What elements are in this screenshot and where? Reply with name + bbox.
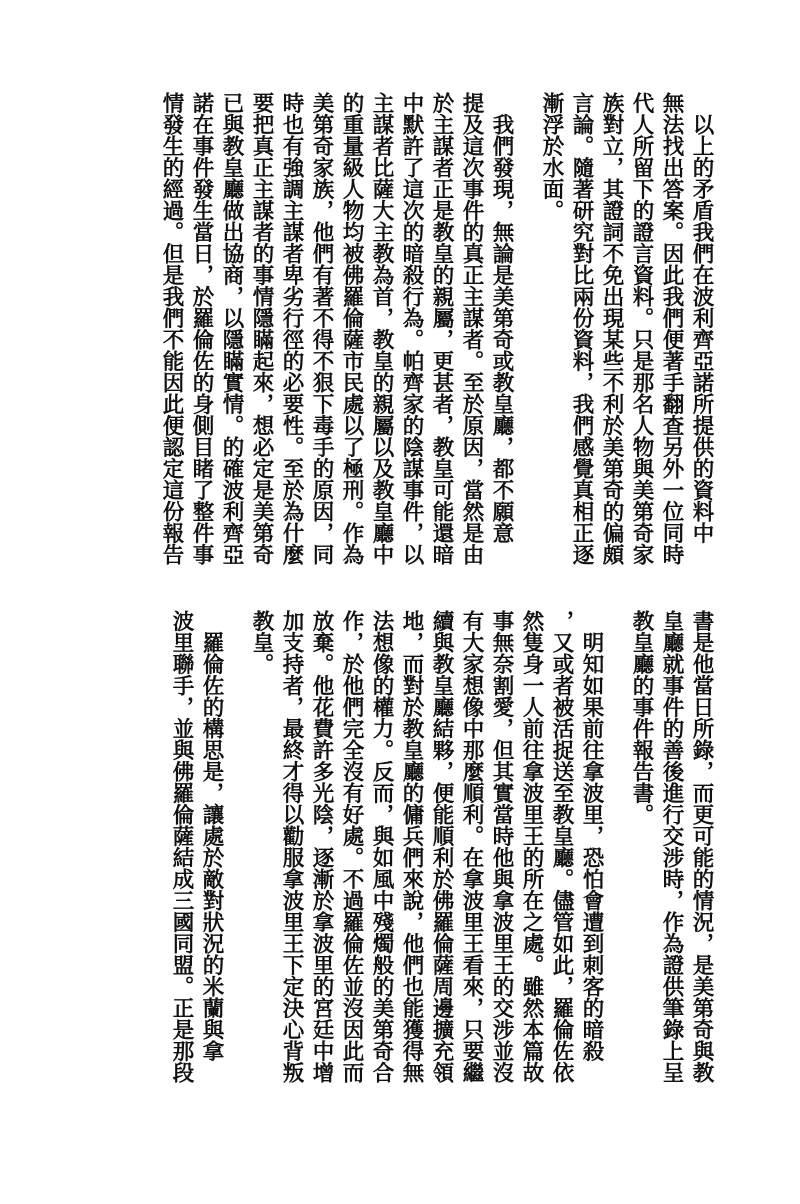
text-column: 作，於他們完全沒有好處。不過羅倫佐並沒因此而: [339, 610, 364, 1083]
text-block-top: [86, 92, 716, 565]
text-column: 事無奈割愛，但其實當時他與拿波里王的交涉並沒: [489, 610, 514, 1083]
text-column: 法想像的權力。反而，與如風中殘燭般的美第奇合: [369, 610, 394, 1083]
text-column: 美第奇家族，他們有著不得不狠下毒手的原因，同: [309, 92, 334, 565]
text-block-bottom: [86, 610, 716, 1096]
text-column: 族對立，其證詞不免出現某些不利於美第奇的偏頗: [599, 92, 624, 565]
paragraph-gap: [226, 610, 246, 1096]
text-column: 代人所留下的證言資料。只是那名人物與美第奇家: [629, 92, 654, 565]
text-column: 我們發現，無論是美第奇或教皇廳，都不願意: [489, 92, 514, 544]
text-column: 時也有強調主謀者卑劣行徑的必要性。至於為什麼: [279, 92, 304, 565]
text-column: 於主謀者正是教皇的親屬，更甚者，教皇可能還暗: [429, 92, 454, 565]
text-column: 地，而對於教皇廳的傭兵們來說，他們也能獲得無: [399, 610, 424, 1083]
text-column: ，又或者被活捉送至教皇廳。儘管如此，羅倫佐依: [549, 610, 574, 1083]
text-column: 放棄。他花費許多光陰，逐漸於拿波里的宮廷中增: [309, 610, 334, 1083]
text-column: 以上的矛盾我們在波利齊亞諾所提供的資料中: [689, 92, 714, 544]
text-column: 教皇。: [249, 610, 274, 675]
text-column: 然隻身一人前往拿波里王的所在之處。雖然本篇故: [519, 610, 544, 1083]
text-column: 羅倫佐的構思是，讓處於敵對狀況的米蘭與拿: [199, 610, 224, 1062]
text-column: 有大家想像中那麼順利。在拿波里王看來，只要繼: [459, 610, 484, 1083]
text-column: 續與教皇廳結夥，便能順利於佛羅倫薩周邊擴充領: [429, 610, 454, 1083]
text-column: 波里聯手，並與佛羅倫薩結成三國同盟。正是那段: [169, 610, 194, 1083]
text-column: 中默許了這次的暗殺行為。帕齊家的陰謀事件，以: [399, 92, 424, 565]
text-column: 提及這次事件的真正主謀者。至於原因，當然是由: [459, 92, 484, 565]
paragraph-gap: [606, 610, 626, 1096]
text-column: 書是他當日所錄，而更可能的情況，是美第奇與教: [689, 610, 714, 1083]
paragraph-gap: [516, 92, 536, 562]
text-column: 情發生的經過。但是我們不能因此便認定這份報告: [159, 92, 184, 565]
text-column: 教皇廳的事件報告書。: [629, 610, 654, 825]
text-column: 言論。隨著研究對比兩份資料，我們感覺真相正逐: [569, 92, 594, 565]
text-column: 皇廳就事件的善後進行交涉時，作為證供筆錄上呈: [659, 610, 684, 1083]
text-column: 的重量級人物均被佛羅倫薩市民處以了極刑。作為: [339, 92, 364, 565]
text-column: 加支持者，最終才得以勸服拿波里王下定決心背叛: [279, 610, 304, 1083]
text-column: 諾在事件發生當日，於羅倫佐的身側目睹了整件事: [189, 92, 214, 565]
text-column: 要把真正主謀者的事情隱瞞起來，想必定是美第奇: [249, 92, 274, 565]
text-column: 無法找出答案。因此我們便著手翻查另外一位同時: [659, 92, 684, 565]
text-column: 已與教皇廳做出協商，以隱瞞實情。的確波利齊亞: [219, 92, 244, 565]
text-column: 明知如果前往拿波里，恐怕會遭到刺客的暗殺: [579, 610, 604, 1062]
text-column: 主謀者比薩大主教為首，教皇的親屬以及教皇廳中: [369, 92, 394, 565]
text-column: 漸浮於水面。: [539, 92, 564, 221]
